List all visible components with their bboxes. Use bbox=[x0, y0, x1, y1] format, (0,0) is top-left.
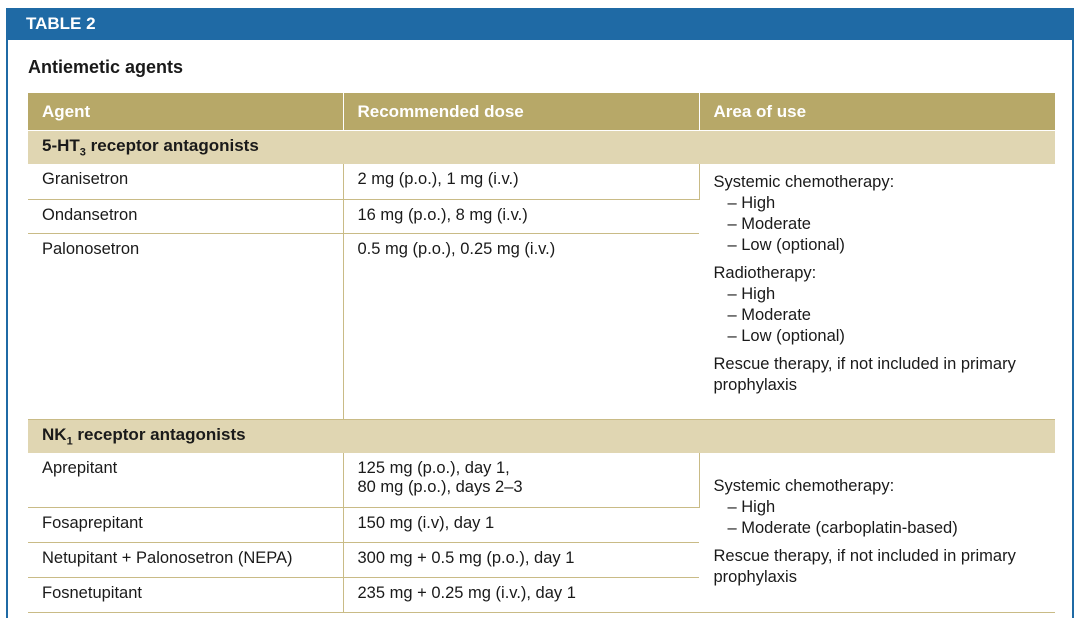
table-label: TABLE 2 bbox=[6, 8, 1074, 40]
dose-cell: 2 mg (p.o.), 1 mg (i.v.) bbox=[343, 164, 699, 199]
area-block-rescue: Rescue therapy, if not included in primary prophylaxis bbox=[713, 547, 1016, 587]
area-block-chemo: Systemic chemotherapy: – High – Moderate (carboplatin-based) bbox=[713, 477, 958, 538]
dose-cell: 235 mg + 0.25 mg (i.v.), day 1 bbox=[343, 578, 699, 613]
area-cell-nk1 bbox=[699, 453, 1055, 613]
agent-cell: Granisetron bbox=[28, 164, 343, 199]
area-block-chemo: Systemic chemotherapy: – High – Moderate – Low (optional) bbox=[713, 173, 895, 254]
dose-cell: 150 mg (i.v), day 1 bbox=[343, 508, 699, 543]
header-area: Area of use bbox=[699, 93, 1055, 131]
header-agent: Agent bbox=[28, 93, 343, 131]
agent-cell: Ondansetron bbox=[28, 199, 343, 233]
dose-cell: 16 mg (p.o.), 8 mg (i.v.) bbox=[343, 199, 699, 233]
table-row bbox=[28, 453, 1055, 508]
group-row-5ht3 bbox=[28, 131, 1055, 165]
group-row-nk1 bbox=[28, 419, 1055, 453]
group-title-5ht3: $5-HT_3$ receptor antagonists bbox=[28, 131, 1055, 165]
group-title-nk1: $NK_1$ receptor antagonists bbox=[28, 419, 1055, 453]
dose-cell: 300 mg + 0.5 mg (p.o.), day 1 bbox=[343, 543, 699, 578]
agent-cell: Palonosetron bbox=[28, 233, 343, 419]
antiemetic-table bbox=[28, 93, 1055, 613]
agent-cell: Fosnetupitant bbox=[28, 578, 343, 613]
agent-cell: Netupitant + Palonosetron (NEPA) bbox=[28, 543, 343, 578]
header-dose: Recommended dose bbox=[343, 93, 699, 131]
dose-cell: 125 mg (p.o.), day 1, 80 mg (p.o.), days 2–3 bbox=[343, 453, 699, 508]
area-block-rescue: Rescue therapy, if not included in primary prophylaxis bbox=[713, 355, 1016, 394]
table-caption: Antiemetic agents bbox=[28, 57, 184, 77]
header-row bbox=[28, 93, 1055, 131]
agent-cell: Aprepitant bbox=[28, 453, 343, 508]
area-cell-5ht3 bbox=[699, 164, 1055, 419]
dose-cell: 0.5 mg (p.o.), 0.25 mg (i.v.) bbox=[343, 233, 699, 419]
area-block-radio: Radiotherapy: – High – Moderate – Low (optional) bbox=[713, 264, 845, 345]
table-row bbox=[28, 164, 1055, 199]
agent-cell: Fosaprepitant bbox=[28, 508, 343, 543]
